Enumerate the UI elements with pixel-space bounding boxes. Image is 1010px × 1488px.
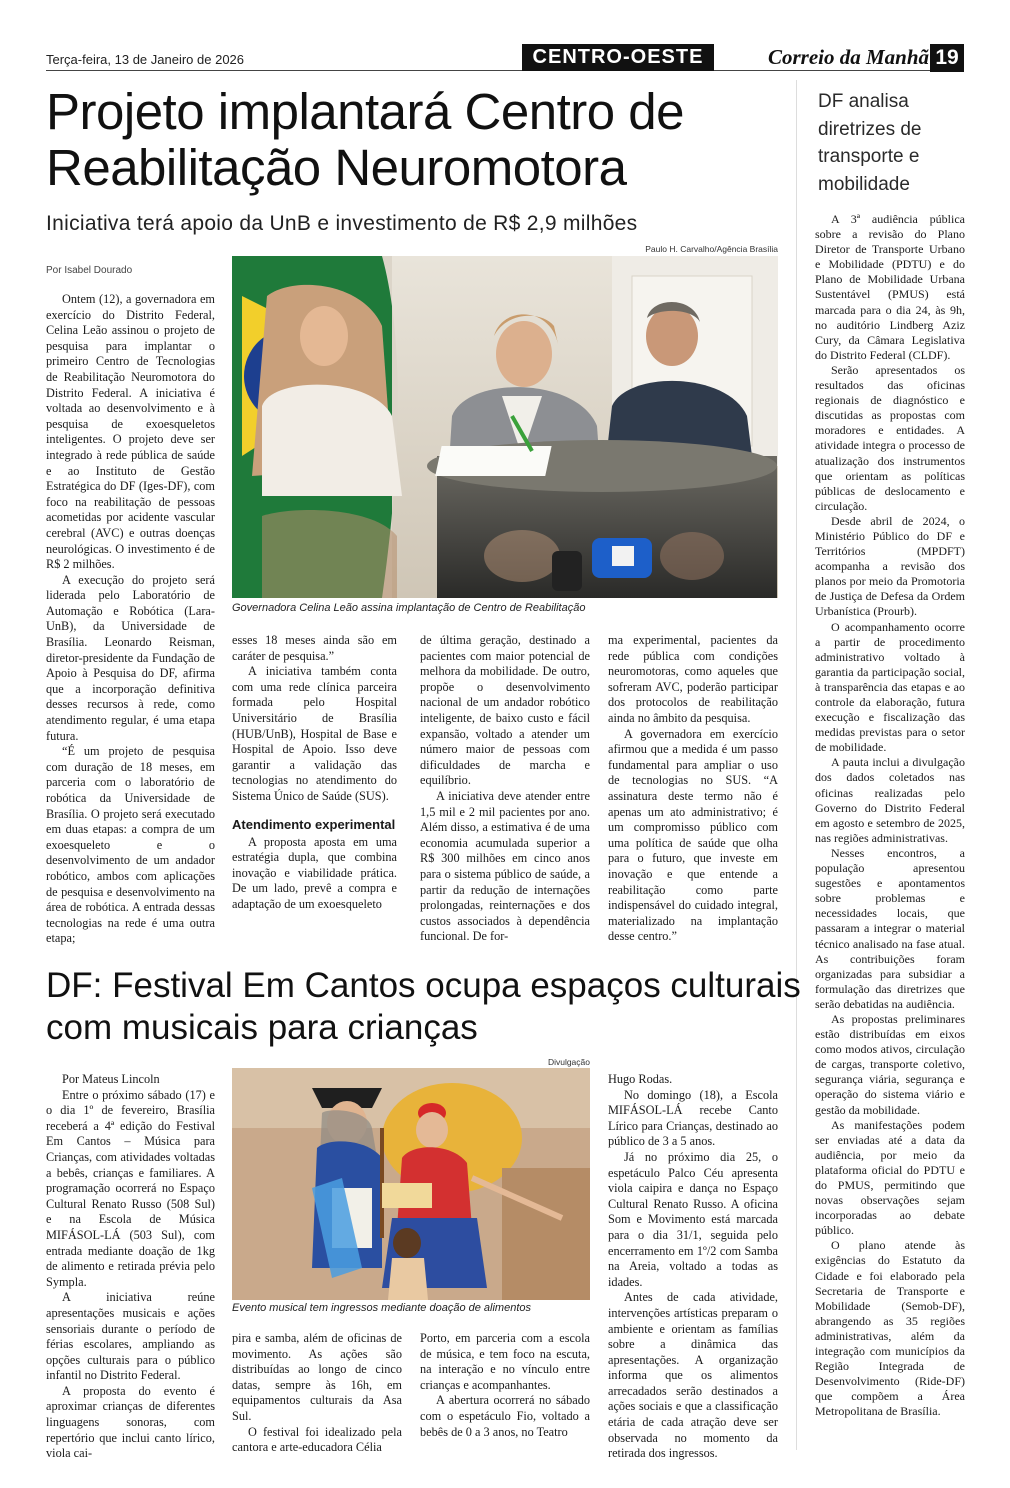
paragraph: A proposta do evento é aproximar crianças de diferentes linguagens sonoras, com repertório que inclui canto lírico, viola cai- [46,1383,215,1461]
paragraph: Hugo Rodas. [608,1072,673,1086]
story1-column-4 [608,633,778,945]
signing-photo [232,256,778,598]
story1-column-3 [420,633,590,945]
photo-caption: Evento musical tem ingressos mediante doação de alimentos [232,1302,531,1314]
byline: Por Mateus Lincoln [62,1072,160,1086]
paragraph: As propostas preliminares estão distribuídas em eixos como modos ativos, circulação de cargas, transporte coletivo, segurança viária, segurança e operação do sistema viário e gestão da mobilidade. [815,1011,965,1117]
edition-date: Terça-feira, 13 de Janeiro de 2026 [46,52,245,67]
story1-column-2 [232,633,397,913]
second-headline: DF: Festival Em Cantos ocupa espaços culturais com musicais para crianças [46,966,801,1047]
story1-column-1 [46,292,215,947]
paragraph: As manifestações podem ser enviadas até a data da audiência, por meio da plataforma oficial do PDTU e do PMUS, permitindo que novas observações sejam incorporadas ao debate público. [815,1117,965,1238]
main-byline: Por Isabel Dourado [46,265,133,276]
festival-photo-illustration [232,1068,590,1300]
paragraph: ma experimental, pacientes da rede pública com condições neuromotoras, como aqueles que sofreram AVC, poderão participar dos protocolos de reabilitação ainda no âmbito da pesquisa. [608,633,778,725]
paragraph: A abertura ocorrerá no sábado com o espetáculo Fio, voltado a bebês de 0 a 3 anos, no Teatro [420,1393,590,1439]
paragraph: Ontem (12), a governadora em exercício do Distrito Federal, Celina Leão assinou o projeto de pesquisa para implantar o primeiro Centro de Tecnologias de Reabilitação Neuromotora do Distrito Federal. A iniciativa é voltada ao desenvolvimento e à pesquisa de exoesqueletos inteligentes. O projeto deve ser integrado à rede pública de saúde e ao Instituto de Gestão Estratégica do DF (Iges-DF), com foco na reabilitação de pessoas acometidas por acidente vascular cerebral (AVC) e outras doenças neurológicas. O investimento é de R$ 2 milhões. [46,292,215,572]
paragraph: Já no próximo dia 25, o espetáculo Palco Céu apresenta viola caipira e dança no Espaço Cultural Renato Russo. A oficina Som e Movimento está marcada para o dia 31/1, seguida pelo encerramento em 1º/2 com Samba na Areia, voltado a todas as idades. [608,1149,778,1289]
masthead-logo: Correio da Manhã [768,45,930,69]
paragraph: No domingo (18), a Escola MIFÁSOL-LÁ recebe Canto Lírico para Crianças, destinado ao público de 3 a 5 anos. [608,1087,778,1149]
paragraph: Desde abril de 2024, o Ministério Público do DF e Territórios (MPDFT) acompanha a revisão dos planos por meio da Promotoria de Justiça de Defesa da Ordem Urbanística (Prourb). [815,513,965,619]
paragraph: “É um projeto de pesquisa com duração de 18 meses, em parceria com o laboratório de robótica da Universidade de Brasília. O projeto será executado em duas etapas: a compra de um exoesqueleto e o desenvolvimento de um andador robótico, ambos com aplicações de pesquisa e desenvolvimento na área de robótica. A entrada dessas tecnologias na rede é uma outra etapa; [46,744,215,946]
paragraph: O acompanhamento ocorre a partir de procedimento administrativo voltado à garantia da participação social, à transparência das etapas e ao controle da elaboração, futura execução e fiscalização das medidas previstas para o setor de mobilidade. [815,619,965,755]
header-rule [46,70,964,71]
signing-photo-illustration [232,256,778,598]
paragraph: pira e samba, além de oficinas de movimento. As ações são distribuídas ao longo de cinco datas, sempre às 16h, em equipamentos culturais da Asa Sul. [232,1331,402,1423]
paragraph: A governadora em exercício afirmou que a medida é um passo fundamental para ampliar o uso de tecnologias no SUS. “A assinatura deste termo não é apenas um ato administrativo; é um compromisso público com uma política de saúde que olha para o futuro, que investe em inovação e que entende a reabilitação como parte indispensável do cuidado integral, materializado na implantação desse centro.” [608,726,778,944]
story2-column-2 [232,1331,402,1456]
photo-caption: Governadora Celina Leão assina implantação de Centro de Reabilitação [232,602,586,614]
sidebar-column [815,212,965,1420]
main-headline: Projeto implantará Centro de Reabilitação Neuromotora [46,83,685,196]
paragraph: O plano atende às exigências do Estatuto da Cidade e foi elaborado pela Secretaria de Transporte e Mobilidade (Semob-DF), abrangendo as 35 regiões administrativas, além da integração com municípios da Região Integrada de Desenvolvimento (Ride-DF) que compõem a Área Metropolitana de Brasília. [815,1238,965,1419]
paragraph: de última geração, destinado a pacientes com maior potencial de melhora da mobilidade. De outro, propõe o desenvolvimento nacional de um andador robótico inteligente, de baixo custo e fácil expansão, voltado a atender um número maior de pessoas com dificuldades de marcha e equilíbrio. [420,633,590,788]
photo-credit: Divulgação [547,1057,590,1067]
story2-column-4 [608,1072,778,1462]
paragraph: O festival foi idealizado pela cantora e arte-educadora Célia [232,1424,402,1455]
festival-photo [232,1068,590,1300]
paragraph: Serão apresentados os resultados das oficinas regionais de diagnóstico e discutidas as propostas com moradores e entidades. A atividade integra o processo de atualização dos instrumentos que orientam as políticas públicas de deslocamento e circulação. [815,362,965,513]
story2-column-3 [420,1331,590,1440]
section-label: CENTRO-OESTE [522,44,714,71]
photo-credit: Paulo H. Carvalho/Agência Brasília [645,244,778,254]
column-divider [796,80,797,1450]
sidebar-headline: DF analisa diretrizes de transporte e mobilidade [818,91,922,195]
paragraph: Nesses encontros, a população apresentou sugestões e apontamentos sobre problemas e necessidades locais, que passaram a integrar o material técnico analisado na fase atual. As contribuições foram organizadas para subsidiar a formulação das diretrizes que serão debatidas na audiência. [815,845,965,1011]
paragraph: Entre o próximo sábado (17) e o dia 1º de fevereiro, Brasília receberá a 4ª edição do Festival Em Cantos – Música para Crianças, com atividades voltadas a bebês, crianças e familiares. A programação ocorrerá no Espaço Cultural Renato Russo (508 Sul) e na Escola de Música MIFÁSOL-LÁ (503 Sul), com entrada mediante doação de 1kg de alimento e retirada prévia pelo Sympla. [46,1087,215,1289]
paragraph: A pauta inclui a divulgação dos dados coletados nas oficinas realizadas pelo Governo do Distrito Federal em agosto e setembro de 2025, nas regiões administrativas. [815,755,965,845]
paragraph: Porto, em parceria com a escola de música, e tem foco na escuta, na interação e no vínculo entre crianças e acompanhantes. [420,1331,590,1392]
paragraph: Antes de cada atividade, intervenções artísticas preparam o ambiente e orientam as famílias sobre a dinâmica das apresentações. A organização informa que os alimentos arrecadados serão destinados a ações sociais e que a classificação etária de cada atração deve ser observada no momento da retirada dos ingressos. [608,1290,778,1461]
subheading: Atendimento experimental [232,816,396,832]
paragraph: A iniciativa deve atender entre 1,5 mil e 2 mil pacientes por ano. Além disso, a estimativa é de uma economia acumulada superior a R$ 300 milhões em cinco anos para o sistema público de saúde, a partir da redução de internações prolongadas, reinternações e dos custos associados à dependência funcional. De for- [420,788,590,944]
page-number: 19 [930,44,964,72]
paragraph: A 3ª audiência pública sobre a revisão do Plano Diretor de Transporte Urbano e Mobilidade (PDTU) e do Plano de Mobilidade Urbana Sustentável (PMUS) está marcada para o dia 24, às 9h, no auditório Lindberg Aziz Cury, da Câmara Legislativa do Distrito Federal (CLDF). [815,212,965,362]
main-deck: Iniciativa terá apoio da UnB e investimento de R$ 2,9 milhões [46,212,638,235]
paragraph: A execução do projeto será liderada pelo Laboratório de Automação e Robótica (Lara-UnB), da Universidade de Brasília. Leonardo Reisman, diretor-presidente da Fundação de Apoio à Pesquisa do DF, afirma que a incorporação definitiva desses recursos à rede, como atendimento regular, é uma etapa futura. [46,572,215,743]
paragraph: esses 18 meses ainda são em caráter de pesquisa.” [232,633,397,663]
story2-column-1 [46,1072,215,1462]
paragraph: A proposta aposta em uma estratégia dupla, que combina inovação e viabilidade prática. De um lado, prevê a compra e adaptação de um exoesqueleto [232,834,397,911]
paragraph: A iniciativa reúne apresentações musicais e ações sensoriais durante o período de férias escolares, ampliando as opções culturais para o público infantil no Distrito Federal. [46,1290,215,1383]
paragraph: A iniciativa também conta com uma rede clínica parceira formada pelo Hospital Universitário de Brasília (HUB/UnB), Hospital de Base e Hospital de Apoio. Isso deve garantir a validação das tecnologias no atendimento do Sistema Único de Saúde (SUS). [232,664,397,803]
